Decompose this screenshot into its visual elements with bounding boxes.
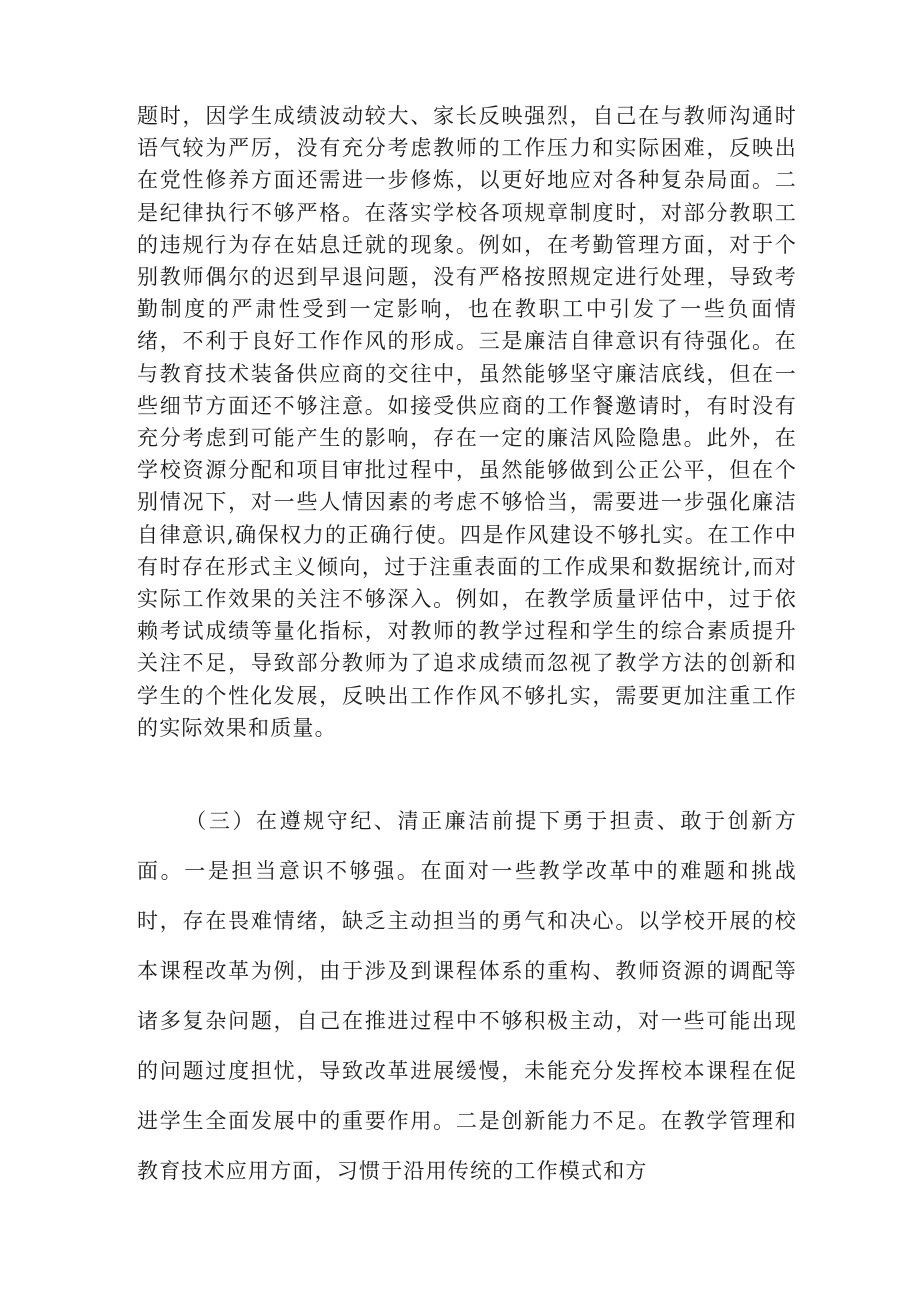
body-paragraph-continued: 题时，因学生成绩波动较大、家长反映强烈，自己在与教师沟通时语气较为严厉，没有充分考虑教师的工作压力和实际困难，反映出在党性修养方面还需进一步修炼，以更好地应对各种复杂局面。二是纪律执行不够严格。在落实学校各项规章制度时，对部分教职工的违规行为存在姑息迁就的现象。例如，在考勤管理方面，对于个别教师偶尔的迟到早退问题，没有严格按照规定进行处理，导致考勤制度的严肃性受到一定影响，也在教职工中引发了一些负面情绪，不利于良好工作作风的形成。三是廉洁自律意识有待强化。在与教育技术装备供应商的交往中，虽然能够坚守廉洁底线，但在一些细节方面还不够注意。如接受供应商的工作餐邀请时，有时没有充分考虑到可能产生的影响，存在一定的廉洁风险隐患。此外，在学校资源分配和项目审批过程中，虽然能够做到公正公平，但在个别情况下，对一些人情因素的考虑不够恰当，需要进一步强化廉洁自律意识,确保权力的正确行使。四是作风建设不够扎实。在工作中有时存在形式主义倾向，过于注重表面的工作成果和数据统计,而对实际工作效果的关注不够深入。例如，在教学质量评估中，过于依赖考试成绩等量化指标，对教师的教学过程和学生的综合素质提升关注不足，导致部分教师为了追求成绩而忽视了教学方法的创新和学生的个性化发展，反映出工作作风不够扎实，需要更加注重工作的实际效果和质量。 — [137, 104, 797, 740]
body-paragraph-section-three: （三）在遵规守纪、清正廉洁前提下勇于担责、敢于创新方面。一是担当意识不够强。在面对一些教学改革中的难题和挑战时，存在畏难情绪，缺乏主动担当的勇气和决心。以学校开展的校本课程改革为例，由于涉及到课程体系的重构、教师资源的调配等诸多复杂问题，自己在推进过程中不够积极主动，对一些可能出现的问题过度担忧，导致改革进展缓慢，未能充分发挥校本课程在促进学生全面发展中的重要作用。二是创新能力不足。在教学管理和教育技术应用方面，习惯于沿用传统的工作模式和方 — [137, 809, 797, 1183]
